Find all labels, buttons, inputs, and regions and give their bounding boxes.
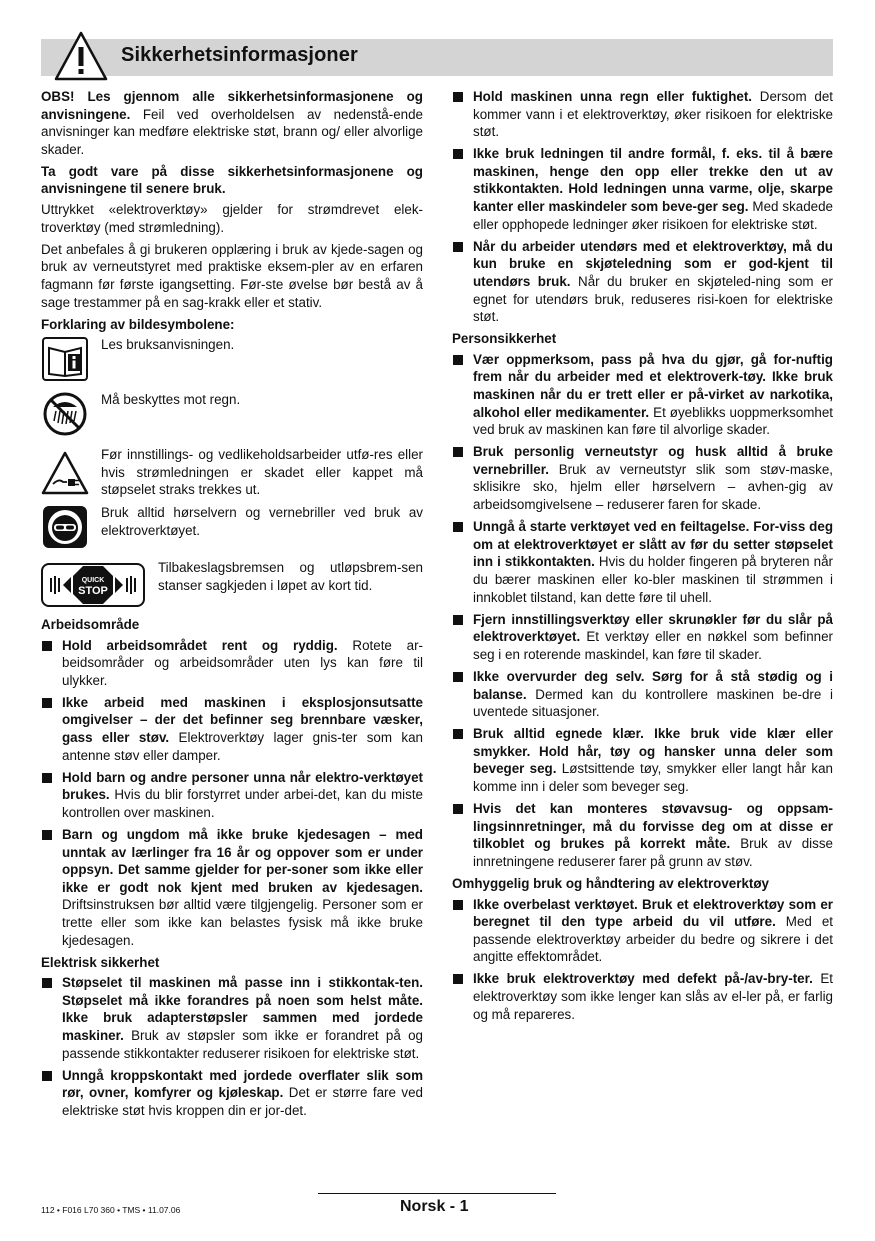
list-item: Ikke overvurder deg selv. Sørg for å stå stødig og i balanse. Dermed kan du kontrollere maskinen be-dre i uventede situasjoner. — [452, 668, 833, 721]
symbol-protection — [41, 504, 423, 554]
symbol-text: Les bruksanvisningen. — [101, 337, 235, 353]
electrical-heading: Elektrisk sikkerhet — [41, 954, 160, 970]
page-number: Norsk - 1 — [400, 1198, 469, 1215]
list-item: Barn og ungdom må ikke bruke kjedesagen – med unntak av lærlinger fra 16 år og oppover som er under oppsyn. Det samme gjelder for per-soner som ikke eller ikke er godt nok kjent med bruken av kjedesagen. Driftsinstruksen bør alltid være tilgjengelig. Personer som er trette eller som ikke kan belastes fysisk må ikke bruke kjedesagen. — [41, 826, 423, 949]
list-item: Når du arbeider utendørs med et elektroverktøy, må du kun bruke en skjøteledning som er god-kjent til utendørs bruk. Når du bruker en skjøteled-ning som er egnet for utendørs bruk, reduseres risi-koen for elektriske støt. — [452, 238, 833, 326]
symbol-no-rain — [41, 391, 423, 441]
symbol-text: Må beskyttes mot regn. — [101, 392, 241, 408]
list-item: Ikke arbeid med maskinen i eksplosjonsutsatte omgivelser – der det befinner seg brennbare væsker, gass eller støv. Elektroverktøy lager gnis-ter som kan antenne støv eller damper. — [41, 694, 423, 764]
symbols-heading: Forklaring av bildesymbolene: — [41, 316, 235, 332]
symbol-manual — [41, 336, 423, 386]
list-item: Bruk personlig verneutstyr og husk alltid å bruke vernebriller. Bruk av verneutstyr slik som støv-maske, sklisikre sko, hjelm eller hørselvern – avhen-gig av arbeidsomgivelsene – reduserer faren for skade. — [452, 443, 833, 513]
symbol-text: Bruk alltid hørselvern og vernebriller ved bruk av elektroverktøyet. — [101, 505, 423, 538]
quick-stop-icon — [41, 563, 145, 607]
stop-label: STOP — [78, 585, 108, 597]
quick-label: QUICK — [81, 577, 105, 584]
list-item: Bruk alltid egnede klær. Ikke bruk vide klær eller smykker. Hold hår, tøy og hansker unna deler som beveger seg. Løstsittende tøy, smykker eller langt hår kan komme inn i deler som beveger seg. — [452, 725, 833, 795]
list-item: Ikke bruk ledningen til andre formål, f. eks. til å bære maskinen, henge den opp eller trekke den ut av stikkontakten. Hold ledningen unna varme, olje, skarpe kanter eller maskindeler som beve-ger seg. Med skadede eller opphopede ledninger øker risikoen for elektriske støt. — [452, 145, 833, 233]
intro-keep: Ta godt vare på disse sikkerhetsinformasjonene og anvisningene til senere bruk. — [41, 163, 423, 197]
list-item: Unngå kroppskontakt med jordede overflater slik som rør, ovner, komfyrer og kjøleskap. Det er større fare ved elektriske støt hvis kroppen din er jor-det. — [41, 1067, 423, 1120]
footer-code: 112 • F016 L70 360 • TMS • 11.07.06 — [41, 1205, 181, 1215]
ear-eye-protection-icon — [41, 504, 89, 550]
symbol-quick-stop — [41, 559, 423, 611]
list-item: Ikke bruk elektroverktøy med defekt på-/av-bry-ter. Et elektroverktøy som ikke lenger kan slås av el-ler på, er farlig og må repareres. — [452, 970, 833, 1023]
intro-warning: OBS! Les gjennom alle sikkerhetsinformasjonene og anvisningene. Feil ved overholdelsen av nedenstå-ende anvisninger kan medføre elektriske støt, brann og/ eller alvorlige skader. — [41, 89, 423, 157]
symbol-text: Før innstillings- og vedlikeholdsarbeider utfø-res eller hvis strømledningen er skadet eller kappet må støpselet straks trekkes ut. — [101, 447, 423, 498]
list-item: Hold arbeidsområdet rent og ryddig. Rotete ar-beidsområder og arbeidsområder uten lys kan føre til ulykker. — [41, 637, 423, 690]
list-item: Fjern innstillingsverktøy eller skrunøkler før du slår på elektroverktøyet. Et verktøy eller en nøkkel som befinner seg i en roterende maskindel, kan føre til skader. — [452, 611, 833, 664]
list-item: Ikke overbelast verktøyet. Bruk et elektroverktøy som er beregnet til den type arbeid du vil utføre. Med et passende elektroverktøy arbeider du bedre og sikrere i det angitte effektområdet. — [452, 896, 833, 966]
list-item: Vær oppmerksom, pass på hva du gjør, gå for-nuftig frem når du arbeider med et elektroverk-tøy. Ikke bruk maskinen når du er trett eller er på-virket av narkotika, alkohol eller medikamenter. Et øyeblikks uoppmerksomhet ved bruk av maskinen kan føre til alvorlige skader. — [452, 351, 833, 439]
warning-triangle-icon — [53, 30, 109, 82]
unplug-warning-icon — [41, 450, 89, 496]
handling-heading: Omhyggelig bruk og håndtering av elektroverktøy — [452, 875, 769, 891]
page-title: Sikkerhetsinformasjoner — [121, 44, 358, 66]
intro-definition: Uttrykket «elektroverktøy» gjelder for strømdrevet elek-troverktøy (med strømledning). — [41, 202, 423, 235]
list-item: Hold barn og andre personer unna når elektro-verktøyet brukes. Hvis du blir forstyrret under arbei-det, kan du miste kontrollen over maskinen. — [41, 769, 423, 822]
list-item: Støpselet til maskinen må passe inn i stikkontak-ten. Støpselet må ikke forandres på noen som helst måte. Ikke bruk adapterstøpsler sammen med jordede maskiner. Bruk av støpsler som ikke er forandret på og passende stikkontakter reduserer risikoen for elektriske støt. — [41, 974, 423, 1062]
list-item: Unngå å starte verktøyet ved en feiltagelse. For-viss deg om at elektroverktøyet er slått av før du setter støpselet inn i stikkontakten. Hvis du holder fingeren på bryteren når du bærer maskinen eller ko-bler maskinen til strømmen i innkoblet tilstand, kan dette føre til uhell. — [452, 518, 833, 606]
no-rain-icon — [41, 391, 89, 437]
footer-divider — [318, 1193, 556, 1194]
manual-icon — [41, 336, 89, 382]
list-item: Hvis det kan monteres støvavsug- og oppsam-lingsinnretninger, må du forvisse deg om at disse er tilkoblet og brukes på korrekt måte. Bruk av disse innretningene reduserer farer på grunn av støv. — [452, 800, 833, 870]
work-area-heading: Arbeidsområde — [41, 617, 140, 632]
intro-training: Det anbefales å gi brukeren opplæring i bruk av kjede-sagen og bruk av verneutstyret med praktiske eksem-pler av en erfaren fagmann før første igangsetting. Før-ste øvelse bør bestå av å sage trestammer på en sag-krakk eller et stativ. — [41, 241, 423, 310]
symbol-unplug — [41, 446, 423, 499]
left-column — [41, 88, 423, 1124]
right-column — [452, 88, 833, 1028]
personal-heading: Personsikkerhet — [452, 331, 557, 347]
list-item: Hold maskinen unna regn eller fuktighet. Dersom det kommer vann i et elektroverktøy, øker risikoen for elektriske støt. — [452, 88, 833, 141]
symbol-text: Tilbakeslagsbremsen og utløpsbrem-sen stanser sagkjeden i løpet av kort tid. — [158, 560, 423, 593]
